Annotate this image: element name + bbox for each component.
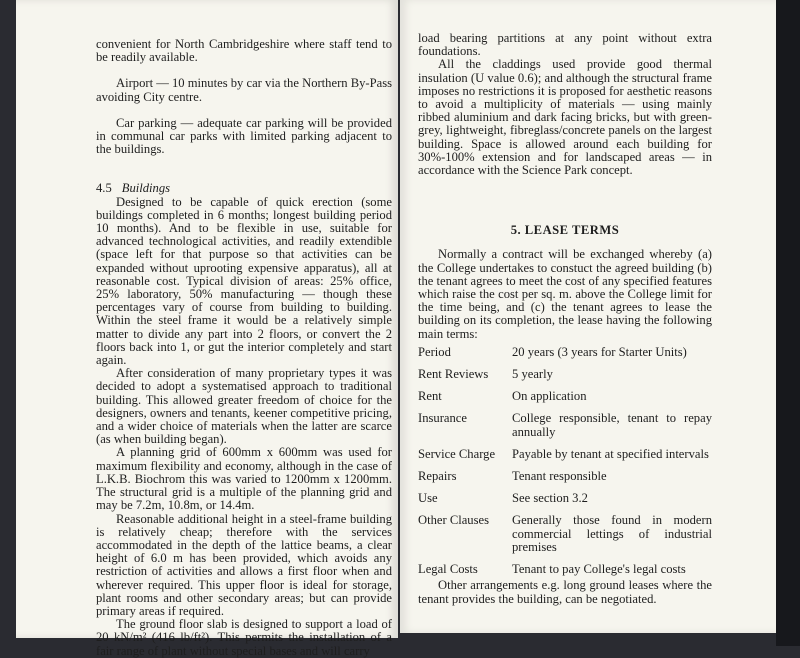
term-row bbox=[418, 368, 712, 390]
term-row bbox=[418, 563, 712, 576]
continuation-paragraph: load bearing partitions at any point without extra foundations. bbox=[418, 31, 712, 59]
term-row bbox=[418, 390, 712, 412]
term-label: Other Clauses bbox=[418, 513, 489, 528]
term-value: On application bbox=[512, 389, 587, 404]
body-paragraph: Designed to be capable of quick erection (some buildings completed in 6 months; longest building period 10 months). And to be flexible in use, suitable for advanced technological activities, and readily extendible (space left for that purpose so that activities can be expanded without uprooting expensive apparatus), all at reasonable cost. Typical division of areas: 25% office, 25% laboratory, 50% manufacturing — though these percentages vary of course from building to building. Within the steel frame it would be a relatively simple matter to divide any part into 2 floors, or convert the 2 floors back into 1, or gut the interior completely and start again. bbox=[96, 194, 392, 368]
section-title: Buildings bbox=[121, 181, 171, 196]
left-text-column bbox=[96, 38, 392, 658]
term-row bbox=[418, 448, 712, 470]
term-row bbox=[418, 470, 712, 492]
lease-intro-paragraph: Normally a contract will be exchanged whereby (a) the College undertakes to constuct the agreed building (b) the tenant agrees to meet the cost of any specified features which raise the cost per sq. m. above the College limit for the time being, and (c) the tenant agrees to lease the building on its completion, the lease having the following main terms: bbox=[418, 247, 712, 341]
term-value: Payable by tenant at specified intervals bbox=[512, 446, 709, 461]
car-parking-paragraph: Car parking — adequate car parking will be provided in communal car parks with limited parking adjacent to the buildings. bbox=[96, 115, 392, 157]
term-row bbox=[418, 346, 712, 368]
section-heading-buildings bbox=[96, 182, 392, 195]
term-value: See section 3.2 bbox=[512, 491, 588, 506]
intro-paragraph: convenient for North Cambridgeshire where staff tend to be readily available. bbox=[96, 37, 392, 65]
right-page bbox=[400, 0, 776, 633]
term-row bbox=[418, 492, 712, 514]
term-value: Tenant to pay College's legal costs bbox=[512, 562, 686, 577]
term-label: Service Charge bbox=[418, 446, 496, 461]
section-number: 4.5 bbox=[96, 181, 112, 196]
term-value: College responsible, tenant to repay annually bbox=[512, 411, 712, 439]
term-label: Use bbox=[418, 491, 438, 506]
left-page bbox=[16, 0, 398, 658]
term-value: 5 yearly bbox=[512, 367, 553, 382]
term-label: Rent bbox=[418, 389, 442, 404]
body-paragraph: After consideration of many proprietary types it was decided to adopt a systematised approach to traditional building. This allowed greater freedom of choice for the designers, owners and tenants, keener competitive pricing, and a wider choice of materials when the latter are scarce (as when building began). bbox=[96, 366, 392, 447]
body-paragraph: A planning grid of 600mm x 600mm was used for maximum flexibility and economy, although in the case of L.K.B. Biochrom this was varied to 1200mm x 1200mm. The structural grid is a multiple of the planning grid and may be 7.2m, 10.8m, or 14.4m. bbox=[96, 445, 392, 513]
term-label: Insurance bbox=[418, 411, 467, 426]
right-text-column bbox=[418, 32, 712, 606]
airport-paragraph: Airport — 10 minutes by car via the Northern By-Pass avoiding City centre. bbox=[96, 76, 392, 104]
term-value: Generally those found in modern commercial lettings of industrial premises bbox=[512, 513, 712, 554]
term-row bbox=[418, 412, 712, 447]
term-label: Repairs bbox=[418, 469, 457, 484]
claddings-paragraph: All the claddings used provide good thermal insulation (U value 0.6); and although the structural frame imposes no restrictions it is proposed for aesthetic reasons to avoid a multiplicity of materials — using mainly ribbed aluminium and dark facing bricks, but with green-grey, lightweight, fibreglass/concrete panels on the largest building. Space is allowed around each building for 30%-100% extension and for landscaped areas — in accordance with the Science Park concept. bbox=[418, 57, 712, 178]
lease-terms-heading: 5. LEASE TERMS bbox=[510, 223, 620, 238]
term-label: Legal Costs bbox=[418, 562, 478, 577]
term-row bbox=[418, 514, 712, 563]
body-paragraph: Reasonable additional height in a steel-frame building is relatively cheap; therefore with the services accommodated in the depth of the lattice beams, a clear height of 6.0 m has been provided, which avoids any restriction of activities and allows a first floor when and wherever required. This upper floor is ideal for storage, plant rooms and other secondary areas; but can provide primary areas if required. bbox=[96, 511, 392, 618]
term-label: Rent Reviews bbox=[418, 367, 489, 382]
term-label: Period bbox=[418, 344, 451, 359]
body-paragraph: The ground floor slab is designed to support a load of 20 kN/m² (416 lb/ft²). This permits the installation of a fair range of plant without special bases and will carry bbox=[96, 617, 392, 658]
closing-paragraph: Other arrangements e.g. long ground leases where the tenant provides the building, can be negotiated. bbox=[418, 578, 712, 606]
term-value: 20 years (3 years for Starter Units) bbox=[512, 344, 687, 359]
term-value: Tenant responsible bbox=[512, 469, 607, 484]
background-edge bbox=[776, 0, 800, 646]
lease-terms-table bbox=[418, 346, 712, 576]
